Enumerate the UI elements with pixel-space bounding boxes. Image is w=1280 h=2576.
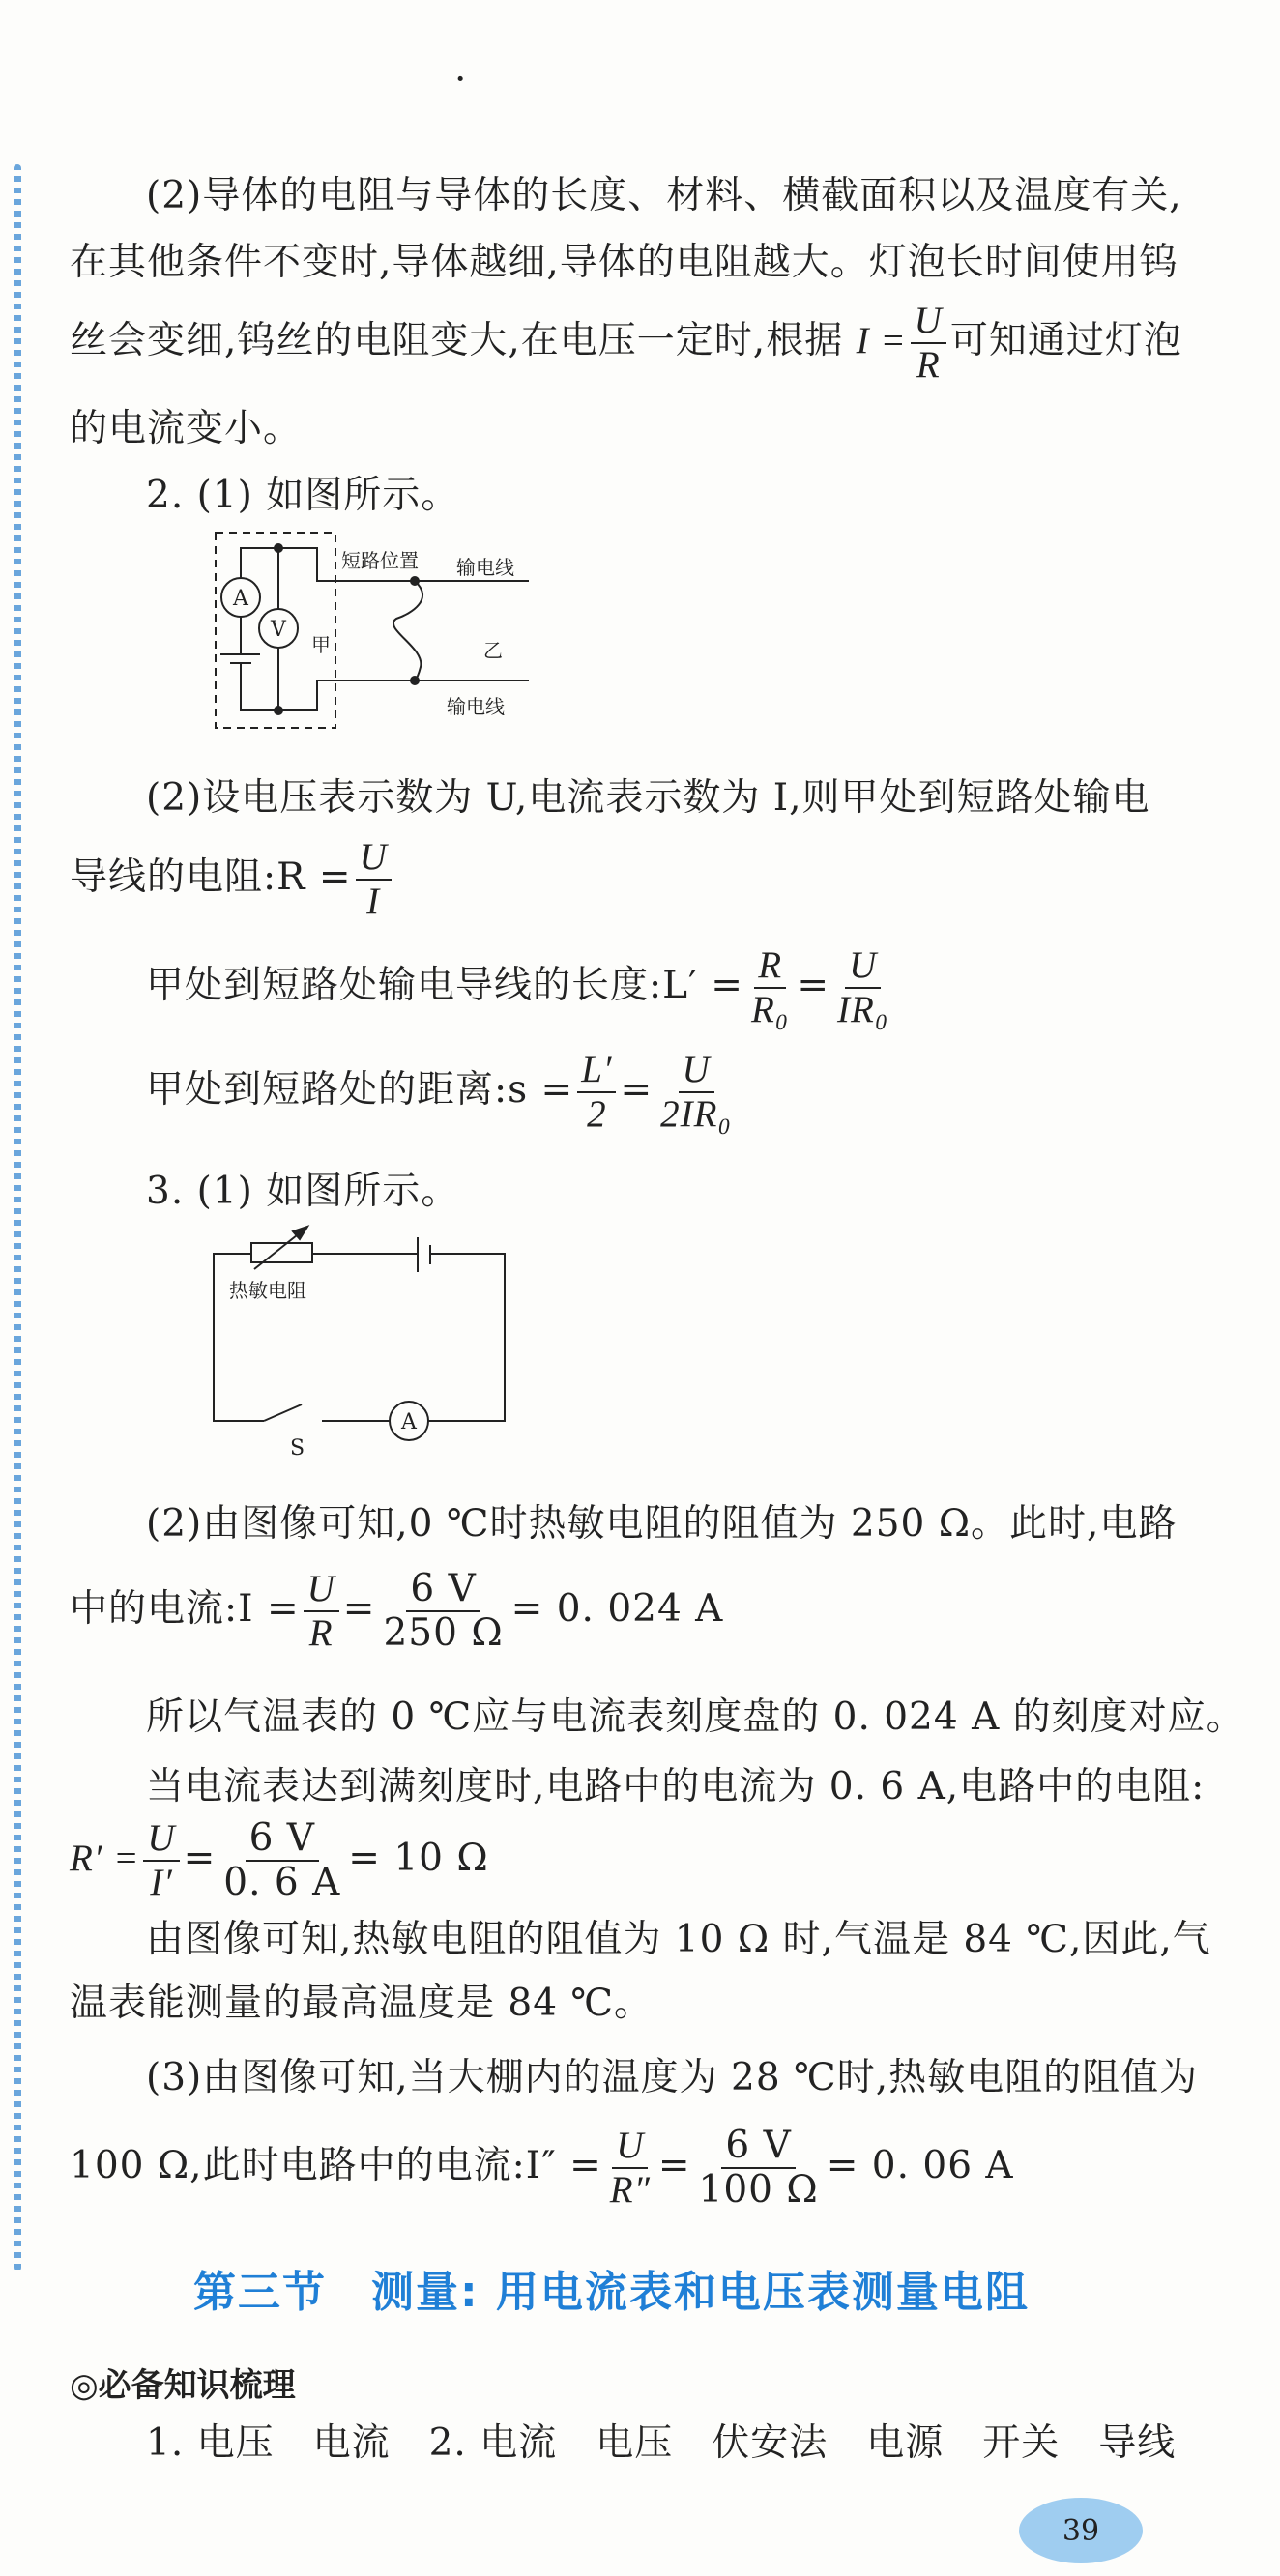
denominator: I [366,881,381,922]
ammeter-label: A [233,587,248,611]
denominator: IR₀ [837,989,889,1030]
text: 可知通过灯泡 [949,319,1182,362]
q3-p2-line6: 由图像可知,热敏电阻的阻值为 10 Ω 时,气温是 84 ℃,因此,气 [146,1918,1211,1961]
result: = 0. 024 A [510,1587,724,1631]
denominator: 2IR₀ [660,1093,733,1135]
q2-item2-line1: (2)设电压表示数为 U,电流表示数为 I,则甲处到短路处输电 [146,776,1150,820]
fraction [747,944,793,1031]
ammeter-label: A [401,1410,417,1434]
q3-p2-line7: 温表能测量的最高温度是 84 ℃。 [70,1982,654,2025]
q3-item1: 3. (1) 如图所示。 [146,1170,460,1213]
equals: = [797,964,830,1007]
fraction [656,1049,736,1136]
numerator: 6 V [721,2125,795,2169]
para1-line1: (2)导体的电阻与导体的长度、材料、横截面积以及温度有关, [146,174,1182,217]
numerator: 6 V [406,1568,480,1612]
short-circuit-diagram [193,522,580,744]
para1-line3 [70,300,1182,387]
denominator: R₀ [750,989,790,1030]
text: 100 Ω,此时电路中的电流:I″ = [70,2144,602,2187]
denominator: R″ [609,2169,651,2211]
fraction [356,836,392,923]
fraction [577,1049,616,1136]
q3-p2-line2: 中的电流:I = $\frac{U}{R}$ = $\frac{6 V}{250 \Omega}$ = 0. 024 A [70,1567,724,1655]
thermistor-icon [251,1243,312,1262]
text: 甲处到短路处的距离:s = [146,1068,574,1112]
fraction [379,1568,507,1655]
numerator: U [143,1817,179,1862]
denominator: 2 [587,1093,607,1135]
page-edge-decoration [14,164,21,2272]
numerator: L′ [577,1049,616,1093]
q3-p2-line1: (2)由图像可知,0 ℃时热敏电阻的阻值为 250 Ω。此时,电路 [146,1502,1178,1546]
fraction [695,2125,823,2212]
page-number: 39 [1062,2513,1100,2548]
text: 甲处到短路处输电导线的长度:L′ = [146,964,743,1007]
fraction [304,1568,339,1655]
denominator: R [916,344,941,386]
para1-line2: 在其他条件不变时,导体越细,导体的电阻越大。灯泡长时间使用钨 [70,241,1178,284]
q2-length-formula [146,944,896,1031]
text: R′ = [70,1838,140,1879]
text: 丝会变细,钨丝的电阻变大,在电压一定时,根据 [70,319,844,362]
q3-p3-line1: (3)由图像可知,当大棚内的温度为 28 ℃时,热敏电阻的阻值为 [146,2056,1199,2099]
thermistor-circuit-diagram [193,1218,541,1469]
para1-line4: 的电流变小。 [70,407,303,450]
result: = 10 Ω [348,1837,489,1880]
equals: = [620,1068,654,1112]
section-subheading: ◎必备知识梳理 [70,2366,296,2405]
fraction [606,2125,655,2212]
short-position-label: 短路位置 [341,549,419,572]
yi-label: 乙 [483,639,503,662]
thermistor-label: 热敏电阻 [229,1279,306,1302]
numerator: U [911,300,946,344]
denominator: 250 Ω [383,1611,504,1655]
jia-label: 甲 [311,633,331,656]
switch-label: S [290,1436,305,1461]
fraction [911,300,946,387]
q3-p2-line3: 所以气温表的 0 ℃应与电流表刻度盘的 0. 024 A 的刻度对应。 [146,1695,1245,1739]
q3-p2-line4: 当电流表达到满刻度时,电路中的电流为 0. 6 A,电路中的电阻: [146,1765,1206,1809]
denominator: R [308,1612,334,1654]
fraction [833,944,892,1031]
numerator: R [754,944,786,989]
fraction [143,1817,179,1904]
result: = 0. 06 A [826,2144,1014,2187]
page-number-badge [1019,2498,1143,2563]
q2-item2-line2 [70,836,395,923]
switch-icon [264,1404,302,1421]
q3-p2-line5: R′ = $\frac{U}{I'}$ = $\frac{6 V}{0. 6 A}$ = 10 Ω [70,1816,489,1904]
q2-item1: 2. (1) 如图所示。 [146,474,460,517]
numerator: U [679,1049,714,1093]
denominator: 100 Ω [698,2168,819,2212]
voltmeter-label: V [271,618,286,642]
denominator: I′ [150,1862,173,1903]
short-wire [393,581,422,680]
numerator: U [304,1568,339,1612]
numerator: U [612,2125,648,2169]
section-heading: 第三节 测量: 用电流表和电压表测量电阻 [193,2268,1030,2317]
text: 导线的电阻:R = [70,855,352,899]
section-answers: 1. 电压 电流 2. 电流 电压 伏安法 电源 开关 导线 [146,2421,1177,2465]
numerator: U [845,944,881,989]
q3-p3-line2: 100 Ω,此时电路中的电流:I″ = $\frac{U}{R''}$ = $\frac{6 V}{100 \Omega}$ = 0. 06 A [70,2124,1014,2212]
fraction [219,1817,344,1904]
wire-top-label: 输电线 [456,556,514,579]
numerator: 6 V [246,1817,319,1862]
wire-bottom-label: 输电线 [447,695,505,718]
denominator: 0. 6 A [223,1861,341,1904]
top-mark: · [454,58,468,101]
text: 中的电流:I = [70,1587,300,1631]
q2-distance-formula [146,1049,740,1136]
numerator: U [356,836,392,881]
formula-lhs: I = [856,320,907,362]
